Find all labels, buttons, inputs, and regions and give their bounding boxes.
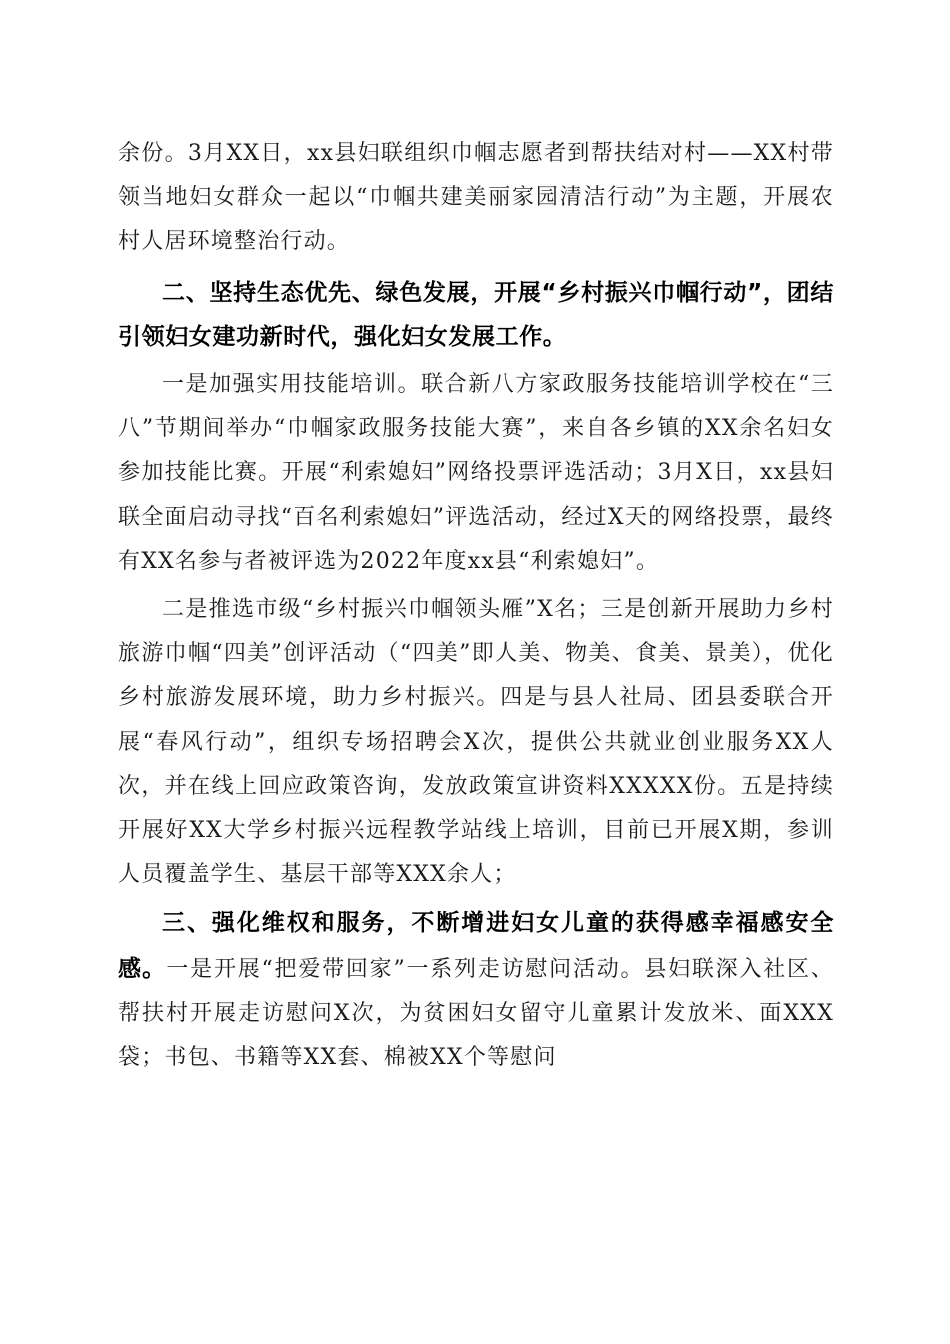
paragraph-continuation: 余份。3月XX日，xx县妇联组织巾帼志愿者到帮扶结对村——XX村带领当地妇女群众一起以“巾帼共建美丽家园清洁行动”为主题，开展农村人居环境整治行动。 (118, 141, 834, 255)
paragraph-section-three (118, 901, 834, 1080)
document-body (118, 132, 834, 1080)
paragraph-skills-training: 一是加强实用技能培训。联合新八方家政服务技能培训学校在“三八”节期间举办“巾帼家政服务技能大赛”，来自各乡镇的XX余名妇女参加技能比赛。开展“利索媳妇”网络投票评选活动；3月X日，xx县妇联全面启动寻找“百名利索媳妇”评选活动，经过X天的网络投票，最终有XX名参与者被评选为2022年度xx县“利索媳妇”。 (118, 372, 834, 574)
section-heading-two: 二、坚持生态优先、绿色发展，开展“乡村振兴巾帼行动”，团结引领妇女建功新时代，强化妇女发展工作。 (118, 279, 834, 350)
paragraph-section-three-text: 一是开展“把爱带回家”一系列走访慰问活动。县妇联深入社区、帮扶村开展走访慰问X次，为贫困妇女留守儿童累计发放米、面XXX袋；书包、书籍等XX套、棉被XX个等慰问 (118, 956, 835, 1071)
section-heading-three: 三、强化维权和服务，不断增进妇女儿童的获得感幸福感安全感。 (118, 910, 834, 982)
paragraph-rural-revitalization: 二是推选市级“乡村振兴巾帼领头雁”X名；三是创新开展助力乡村旅游巾帼“四美”创评活动（“四美”即人美、物美、食美、景美），优化乡村旅游发展环境，助力乡村振兴。四是与县人社局、团县委联合开展“春风行动”，组织专场招聘会X次，提供公共就业创业服务XX人次，并在线上回应政策咨询，发放政策宣讲资料XXXXX份。五是持续开展好XX大学乡村振兴远程教学站线上培训，目前已开展X期，参训人员覆盖学生、基层干部等XXX余人； (118, 597, 834, 888)
